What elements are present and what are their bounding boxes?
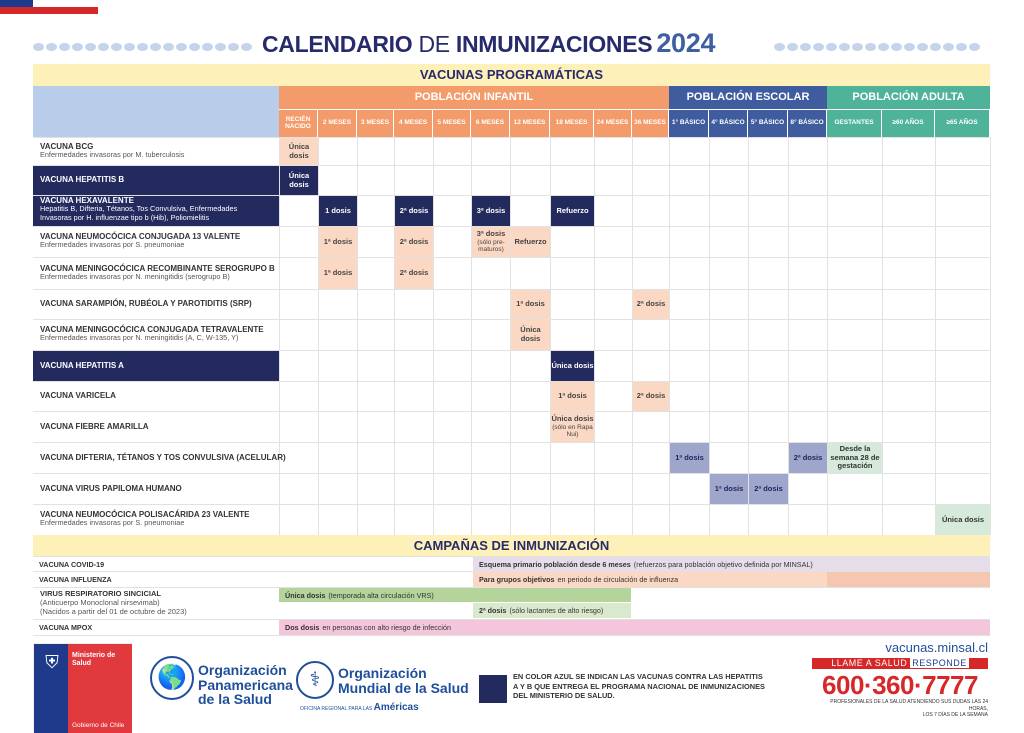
row-label: VACUNA HEPATITIS B [40, 175, 125, 185]
col-header: 6 MESES [471, 110, 509, 137]
camp-vrs-bar2: 2ª dosis (sólo lactantes de alto riesgo) [473, 603, 631, 618]
prof-text: PROFESIONALES DE LA SALUD ATENDIENDO SUS DUDAS LAS 24 HORAS, LOS 7 DÍAS DE LA SEMANA [830, 699, 988, 718]
col-header: 1° BÁSICO [669, 110, 708, 137]
col-header: 12 MESES [510, 110, 549, 137]
col-header: RECIÉN NACIDO [279, 110, 317, 137]
gobierno-label: Gobierno de Chile [72, 722, 125, 729]
col-header: 18 MESES [550, 110, 593, 137]
camp-vrs-bar1: Única dosis (temporada alta circulación VRS) [279, 588, 631, 602]
programaticas-band: VACUNAS PROGRAMÁTICAS [33, 64, 990, 86]
col-header: 8° BÁSICO [788, 110, 826, 137]
col-header: 24 MESES [594, 110, 631, 137]
col-header: ≥65 AÑOS [935, 110, 989, 137]
row-label: VACUNA FIEBRE AMARILLA [40, 421, 149, 431]
row-label: VACUNA BCG Enfermedades invasoras por M. tuberculosis [40, 141, 185, 159]
col-header: 4 MESES [394, 110, 432, 137]
dose-cell: 1ª dosis [319, 258, 357, 289]
row-label: VACUNA HEXAVALENTE Hepatitis B, Difteria, Tétanos, Tos Convulsiva, Enfermedades Invasoras por H. influenzae tipo b (Hib), Poliomielitis [40, 196, 238, 222]
ops-globe-icon: 🌎 [150, 656, 194, 700]
dose-cell: 1ª dosis [551, 382, 594, 411]
oms-sub: OFICINA REGIONAL PARA LAS Américas [300, 702, 419, 713]
salud-responde-banner: LLAME A SALUD RESPONDE [812, 658, 988, 669]
url-link[interactable]: vacunas.minsal.cl [885, 640, 988, 655]
flag-stripe [0, 0, 98, 14]
dose-cell: Refuerzo [551, 196, 594, 226]
camp-mpox-bar: Dos dosis en personas con alto riesgo de infección [279, 620, 990, 635]
col-header: 2 MESES [318, 110, 356, 137]
decor-dots-left [33, 38, 254, 48]
col-header: 3 MESES [357, 110, 393, 137]
group-escolar: POBLACIÓN ESCOLAR [669, 86, 827, 109]
dose-cell: 3ª dosis (sólo pre-maturos) [472, 227, 510, 257]
dose-cell: 2ª dosis [395, 258, 433, 289]
dose-cell: 2ª dosis [789, 443, 827, 473]
col-header: 5° BÁSICO [748, 110, 787, 137]
dose-cell: Única dosis [936, 505, 990, 535]
group-adulta: POBLACIÓN ADULTA [827, 86, 990, 109]
row-label: VACUNA NEUMOCÓCICA CONJUGADA 13 VALENTE Enfermedades invasoras por S. pneumoniae [40, 232, 241, 250]
group-infantil: POBLACIÓN INFANTIL [279, 86, 669, 109]
camp-influenza-bar: Para grupos objetivos en periodo de circulación de influenza [473, 572, 827, 587]
camp-influenza-adult [827, 572, 990, 587]
col-header: 36 MESES [632, 110, 668, 137]
dose-cell: Refuerzo [511, 227, 550, 257]
dose-cell: Única dosis [551, 351, 594, 381]
dose-cell: 2ª dosis [633, 382, 669, 411]
dose-cell: 1ª dosis [319, 227, 357, 257]
page-title: CALENDARIO DE INMUNIZACIONES 2024 [262, 28, 716, 58]
row-label: VACUNA MENINGOCÓCICA CONJUGADA TETRAVALENTE Enfermedades invasoras por N. meningitidis (A, C, W-135, Y) [40, 325, 264, 343]
dose-cell: 1ª dosis [710, 474, 748, 504]
camp-covid-label: VACUNA COVID-19 [39, 560, 105, 569]
dose-cell: 1ª dosis [511, 290, 550, 319]
ministerio-label: Ministerio de Salud [72, 652, 116, 667]
dose-cell: 1 dosis [319, 196, 357, 226]
dose-cell: Desde la semana 28 de gestación [828, 443, 882, 473]
col-header: 5 MESES [433, 110, 470, 137]
legend-swatch [479, 675, 507, 703]
row-label: VACUNA SARAMPIÓN, RUBÉOLA Y PAROTIDITIS (SRP) [40, 299, 252, 309]
oms-emblem-icon: ⚕ [296, 661, 334, 699]
dose-cell: Única dosis [280, 166, 318, 195]
decor-dots-right [774, 38, 982, 48]
row-label: VACUNA NEUMOCÓCICA POLISACÁRIDA 23 VALENTE Enfermedades invasoras por S. pneumoniae [40, 510, 250, 528]
camp-vrs-label: VIRUS RESPIRATORIO SINCICIAL (Anticuerpo Monoclonal nirsevimab) (Nacidos a partir del 01 de octubre de 2023) [40, 589, 187, 616]
campanas-band: CAMPAÑAS DE INMUNIZACIÓN [33, 535, 990, 557]
row-label: VACUNA DIFTERIA, TÉTANOS Y TOS CONVULSIVA (ACELULAR) [40, 452, 286, 462]
minsal-logo [33, 643, 131, 732]
ops-text: Organización Panamericana de la Salud [198, 662, 293, 708]
dose-cell: 3ª dosis [472, 196, 510, 226]
row-label: VACUNA MENINGOCÓCICA RECOMBINANTE SEROGRUPO B Enfermedades invasoras por N. meningitidis (serogrupo B) [40, 263, 275, 281]
dose-cell: Única dosis [511, 320, 550, 350]
dose-cell: 2ª dosis [749, 474, 788, 504]
dose-cell: 2ª dosis [395, 196, 433, 226]
phone-number[interactable]: 600·360·7777 [822, 670, 978, 700]
camp-mpox-label: VACUNA MPOX [39, 623, 93, 632]
col-header: GESTANTES [827, 110, 881, 137]
legend-text: EN COLOR AZUL SE INDICAN LAS VACUNAS CONTRA LAS HEPATITIS A Y B QUE ENTREGA EL PROGRAMA NACIONAL DE INMUNIZACIONES DEL MINISTERIO DE SALUD. [513, 672, 765, 701]
dose-cell: Única dosis (sólo en Rapa Nui) [551, 412, 594, 442]
row-label: VACUNA VIRUS PAPILOMA HUMANO [40, 483, 182, 493]
dose-cell: 2ª dosis [633, 290, 669, 319]
col-header: 4° BÁSICO [709, 110, 747, 137]
row-label: VACUNA HEPATITIS A [40, 360, 124, 370]
camp-covid-bar: Esquema primario población desde 6 meses (refuerzos para población objetivo definida por MINSAL) [473, 557, 990, 571]
shield-icon: ⛨ [45, 652, 59, 672]
oms-text: Organización Mundial de la Salud [338, 665, 469, 696]
col-header: ≥60 AÑOS [882, 110, 934, 137]
row-label: VACUNA VARICELA [40, 391, 116, 401]
header-blank [33, 86, 279, 137]
dose-cell: Única dosis [280, 138, 318, 165]
camp-influenza-label: VACUNA INFLUENZA [39, 575, 112, 584]
dose-cell: 2ª dosis [395, 227, 433, 257]
dose-cell: 1ª dosis [670, 443, 709, 473]
